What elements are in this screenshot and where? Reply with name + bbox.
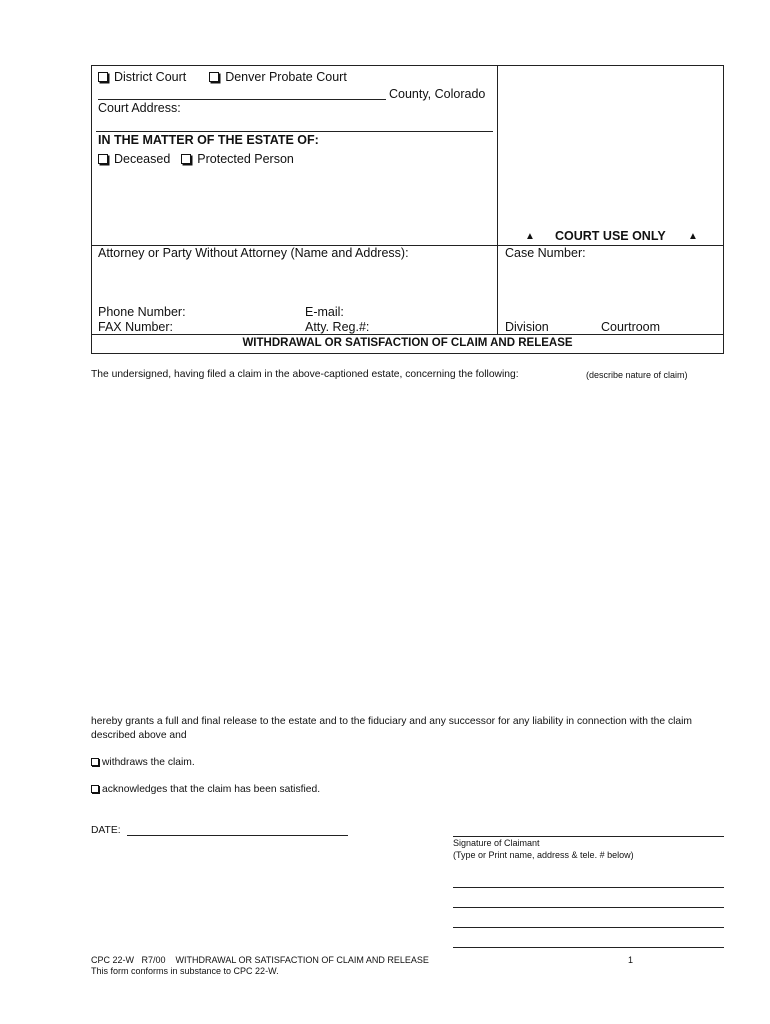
- signature-hint: (Type or Print name, address & tele. # below): [453, 850, 634, 860]
- district-court-checkbox[interactable]: [98, 72, 108, 82]
- release-text: hereby grants a full and final release to the estate and to the fiduciary and any successor for any liability in connection with the claim described above and: [91, 716, 692, 741]
- deceased-label: Deceased: [114, 152, 171, 166]
- protected-person-checkbox[interactable]: [181, 154, 191, 164]
- courtroom-label: Courtroom: [601, 320, 661, 334]
- court-options-row: [98, 70, 347, 84]
- date-field-line[interactable]: [127, 835, 348, 836]
- protected-person-label: Protected Person: [197, 152, 294, 166]
- footer-form-id: CPC 22-W R7/00 WITHDRAWAL OR SATISFACTION OF CLAIM AND RELEASE: [91, 955, 429, 965]
- court-address-label: Court Address:: [98, 101, 181, 115]
- matter-heading: IN THE MATTER OF THE ESTATE OF:: [98, 133, 319, 147]
- county-field-line[interactable]: [98, 99, 386, 100]
- caption-divider-title: [91, 334, 724, 335]
- court-use-only-label: COURT USE ONLY: [555, 229, 666, 243]
- satisfied-option: [91, 784, 320, 795]
- person-options-row: [98, 152, 294, 166]
- withdraws-option: [91, 757, 195, 768]
- withdraws-checkbox[interactable]: [91, 758, 99, 766]
- division-label: Division: [505, 320, 549, 334]
- date-label: DATE:: [91, 825, 121, 836]
- email-label: E-mail:: [305, 305, 344, 319]
- caption-box: [91, 65, 724, 354]
- withdraws-label: withdraws the claim.: [102, 757, 195, 768]
- deceased-checkbox[interactable]: [98, 154, 108, 164]
- phone-label: Phone Number:: [98, 305, 186, 319]
- fax-label: FAX Number:: [98, 320, 174, 334]
- court-use-marker-left: ▲: [525, 231, 535, 242]
- claimant-info-line-1[interactable]: [453, 887, 724, 888]
- signature-label: Signature of Claimant: [453, 838, 540, 848]
- caption-divider-vertical: [497, 65, 498, 335]
- footer-conformance: This form conforms in substance to CPC 22-W.: [91, 966, 279, 976]
- court-address-line[interactable]: [96, 131, 493, 132]
- intro-hint: (describe nature of claim): [586, 370, 688, 380]
- case-number-label: Case Number:: [505, 246, 586, 260]
- court-use-marker-right: ▲: [688, 231, 698, 242]
- denver-probate-court-checkbox[interactable]: [209, 72, 219, 82]
- attorney-label: Attorney or Party Without Attorney (Name and Address):: [98, 246, 409, 260]
- intro-text: The undersigned, having filed a claim in the above-captioned estate, concerning the following:: [91, 369, 519, 380]
- claim-description-area[interactable]: [91, 388, 724, 706]
- county-suffix: County, Colorado: [389, 87, 486, 101]
- atty-reg-label: Atty. Reg.#:: [305, 320, 370, 334]
- page-number: 1: [628, 955, 634, 965]
- claimant-info-line-4[interactable]: [453, 947, 724, 948]
- satisfied-label: acknowledges that the claim has been satisfied.: [102, 784, 321, 795]
- satisfied-checkbox[interactable]: [91, 785, 99, 793]
- district-court-label: District Court: [114, 70, 187, 84]
- claimant-info-line-3[interactable]: [453, 927, 724, 928]
- denver-probate-court-label: Denver Probate Court: [225, 70, 347, 84]
- signature-line[interactable]: [453, 836, 724, 837]
- claimant-info-line-2[interactable]: [453, 907, 724, 908]
- form-title: WITHDRAWAL OR SATISFACTION OF CLAIM AND RELEASE: [242, 337, 573, 349]
